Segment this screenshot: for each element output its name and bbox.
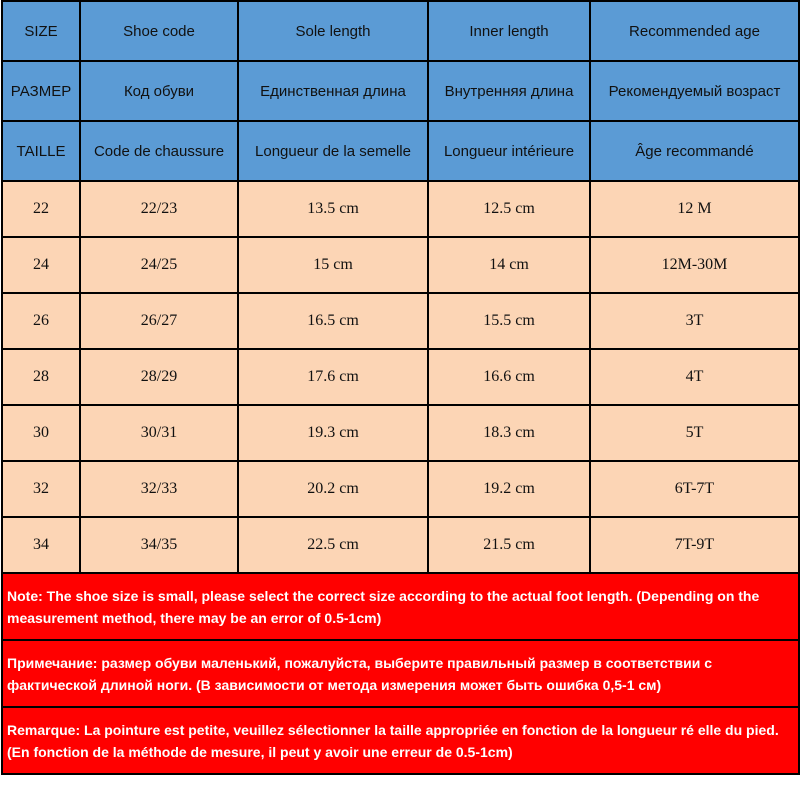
note-text: Примечание: размер обуви маленький, пожалуйста, выберите правильный размер в соответствии с фактической длиной ноги. (В зависимости от метода измерения может быть ошибка 0,5-1 см) — [7, 654, 712, 693]
cell-inner-length: 16.6 cm — [428, 349, 590, 405]
cell-shoe-code: 34/35 — [80, 517, 238, 573]
cell-shoe-code: 26/27 — [80, 293, 238, 349]
cell-recommended-age: 5T — [590, 405, 799, 461]
cell-sole-length: 17.6 cm — [238, 349, 428, 405]
cell-inner-length: 15.5 cm — [428, 293, 590, 349]
cell-sole-length: 15 cm — [238, 237, 428, 293]
cell-inner-length: 12.5 cm — [428, 181, 590, 237]
table-row — [2, 293, 799, 349]
cell-shoe-code: 30/31 — [80, 405, 238, 461]
cell-shoe-code: 28/29 — [80, 349, 238, 405]
note-text: Remarque: La pointure est petite, veuillez sélectionner la taille appropriée en fonction de la longueur ré elle du pied. (En fonction de la méthode de mesure, il peut y avoir une erreur de 0.5-1cm) — [7, 721, 779, 760]
header-shoe-code: Code de chaussure — [80, 121, 238, 181]
cell-sole-length: 20.2 cm — [238, 461, 428, 517]
cell-sole-length: 16.5 cm — [238, 293, 428, 349]
header-shoe-code: Shoe code — [80, 1, 238, 61]
cell-shoe-code: 32/33 — [80, 461, 238, 517]
cell-inner-length: 14 cm — [428, 237, 590, 293]
note-text: Note: The shoe size is small, please select the correct size according to the actual foot length. (Depending on the measurement method, there may be an error of 0.5-1cm) — [7, 587, 760, 626]
header-row-french — [2, 121, 799, 181]
header-size: SIZE — [2, 1, 80, 61]
header-sole-length: Sole length — [238, 1, 428, 61]
note-russian — [2, 640, 799, 707]
note-english — [2, 573, 799, 640]
cell-size: 34 — [2, 517, 80, 573]
cell-sole-length: 19.3 cm — [238, 405, 428, 461]
cell-sole-length: 13.5 cm — [238, 181, 428, 237]
note-french — [2, 707, 799, 774]
header-sole-length: Единственная длина — [238, 61, 428, 121]
header-sole-length: Longueur de la semelle — [238, 121, 428, 181]
cell-shoe-code: 22/23 — [80, 181, 238, 237]
table-row — [2, 405, 799, 461]
size-chart-table — [1, 0, 800, 775]
cell-size: 24 — [2, 237, 80, 293]
cell-recommended-age: 12 M — [590, 181, 799, 237]
header-size: РАЗМЕР — [2, 61, 80, 121]
cell-size: 30 — [2, 405, 80, 461]
cell-inner-length: 18.3 cm — [428, 405, 590, 461]
cell-recommended-age: 6T-7T — [590, 461, 799, 517]
cell-recommended-age: 7T-9T — [590, 517, 799, 573]
note-row-russian — [2, 640, 799, 707]
cell-inner-length: 21.5 cm — [428, 517, 590, 573]
note-row-french — [2, 707, 799, 774]
cell-recommended-age: 4T — [590, 349, 799, 405]
cell-size: 26 — [2, 293, 80, 349]
header-shoe-code: Код обуви — [80, 61, 238, 121]
cell-size: 22 — [2, 181, 80, 237]
header-recommended-age: Рекомендуемый возраст — [590, 61, 799, 121]
table-row — [2, 349, 799, 405]
header-recommended-age: Âge recommandé — [590, 121, 799, 181]
cell-inner-length: 19.2 cm — [428, 461, 590, 517]
header-size: TAILLE — [2, 121, 80, 181]
table-row — [2, 181, 799, 237]
header-inner-length: Inner length — [428, 1, 590, 61]
table-row — [2, 237, 799, 293]
cell-sole-length: 22.5 cm — [238, 517, 428, 573]
table-row — [2, 517, 799, 573]
cell-size: 32 — [2, 461, 80, 517]
cell-recommended-age: 12M-30M — [590, 237, 799, 293]
cell-recommended-age: 3T — [590, 293, 799, 349]
cell-size: 28 — [2, 349, 80, 405]
header-row-russian — [2, 61, 799, 121]
header-row-english — [2, 1, 799, 61]
header-recommended-age: Recommended age — [590, 1, 799, 61]
header-inner-length: Внутренняя длина — [428, 61, 590, 121]
header-inner-length: Longueur intérieure — [428, 121, 590, 181]
note-row-english — [2, 573, 799, 640]
cell-shoe-code: 24/25 — [80, 237, 238, 293]
table-row — [2, 461, 799, 517]
